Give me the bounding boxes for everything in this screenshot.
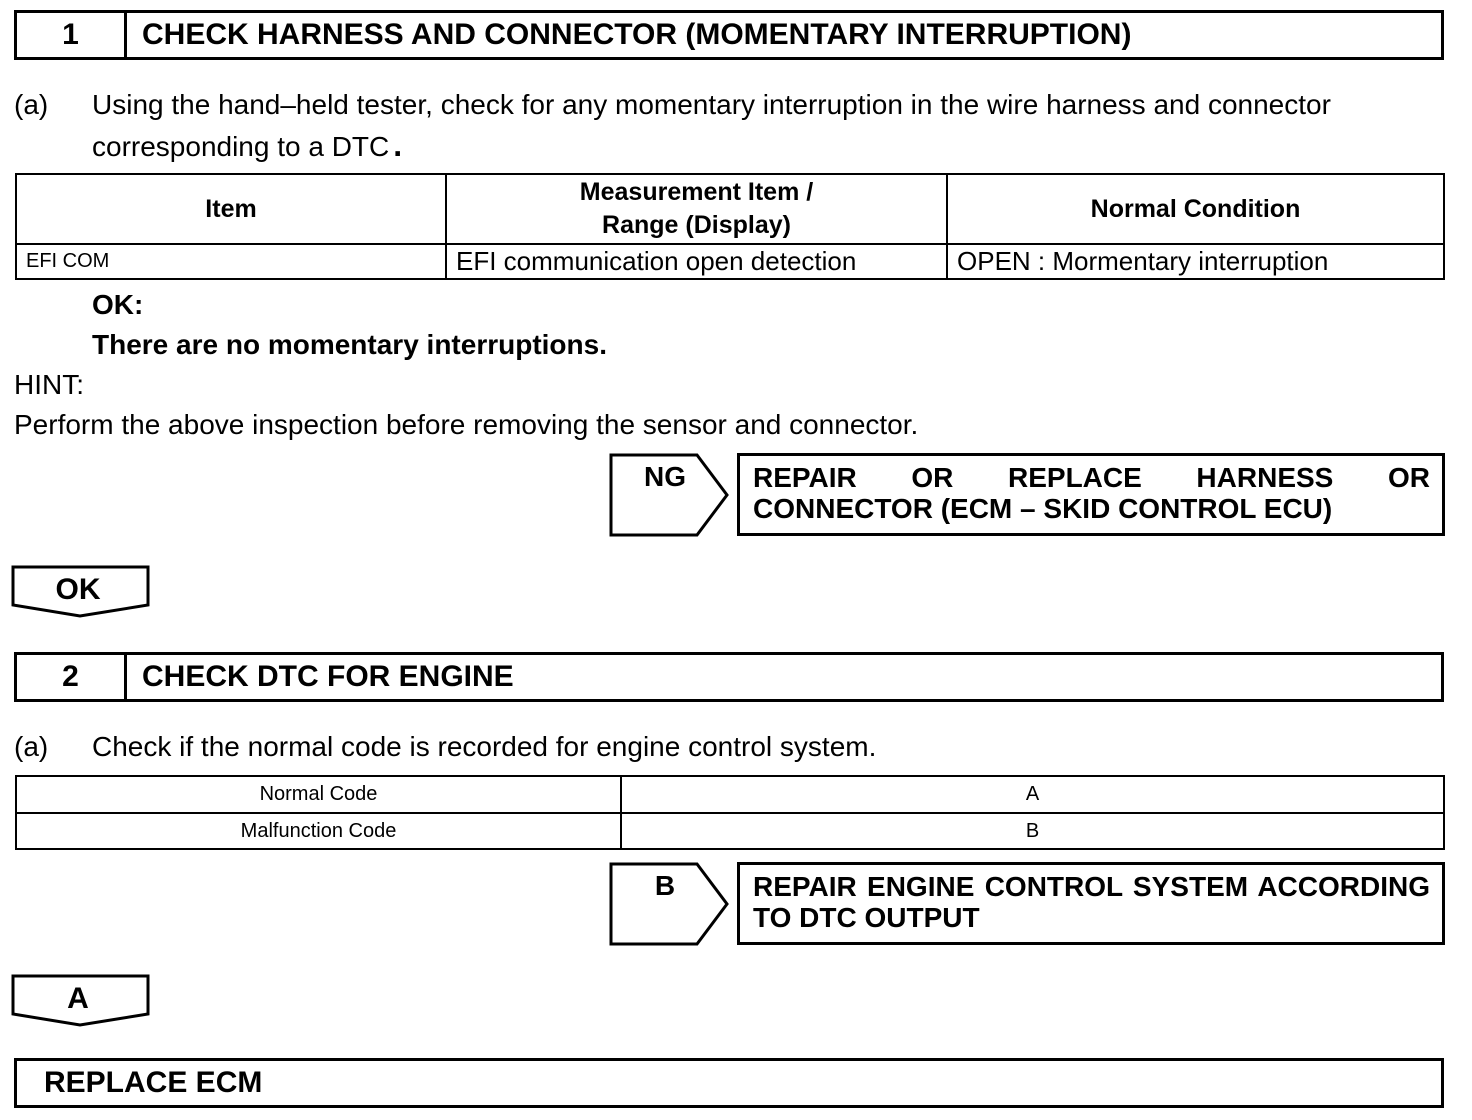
header-measurement-line2: Range (Display) [602,211,791,239]
header-measurement [446,174,947,244]
step-1-number: 1 [17,13,127,57]
step-2-header [14,652,1444,702]
header-measurement-line1: Measurement Item / [579,178,814,206]
step-2-table [15,775,1445,850]
code-row-normal-result-text: A [1025,783,1040,805]
hint-text: Perform the above inspection before removing the sensor and connector. [14,409,919,440]
step-1-table [15,173,1445,280]
cell-normal [947,244,1444,279]
code-row-normal-label-text: Normal Code [259,783,378,805]
step-1-sub-a-line2 [92,125,402,167]
step-1-sub-a-line1: Using the hand–held tester, check for any momentary interruption in the wire harness and connector [92,89,1331,120]
code-row-malfunction-label-text: Malfunction Code [240,819,397,842]
code-row-normal-label [16,776,621,813]
cell-item-text: EFI COM [26,250,110,272]
step-1-sub-a-period: . [393,127,403,163]
ok-label: OK: [92,289,144,320]
header-normal-condition [947,174,1444,244]
code-row-malfunction-result [621,813,1444,849]
code-row-malfunction-label [16,813,621,849]
step-1-title: CHECK HARNESS AND CONNECTOR (MOMENTARY INTERRUPTION) [142,18,1132,51]
cell-measurement [446,244,947,279]
code-row-malfunction-result-text: B [1025,819,1040,842]
code-row-normal-result [621,776,1444,813]
step-2-title: CHECK DTC FOR ENGINE [142,660,514,693]
hint-label: HINT: [14,369,84,400]
ok-criteria-text: There are no momentary interruptions. [92,329,607,360]
step-1-header [14,10,1444,60]
step-2-sub-a-marker: (a) [14,731,49,762]
step-1-sub-a-marker: (a) [14,89,49,120]
cell-item [16,244,446,279]
final-action-text: REPLACE ECM [44,1066,263,1099]
final-action-box [14,1058,1444,1108]
header-item [16,174,446,244]
header-item-text: Item [205,194,257,223]
b-flag-label: B [654,870,676,901]
cell-normal-text: OPEN : Mormentary interruption [957,246,1329,276]
header-normal-text: Normal Condition [1090,194,1301,223]
ng-flag-label: NG [644,461,686,492]
a-down-arrow-label: A [67,982,89,1015]
step-2-sub-a-text: Check if the normal code is recorded for engine control system. [92,731,877,762]
step-1-sub-a-line2-text: corresponding to a DTC [92,131,390,162]
cell-measurement-text: EFI communication open detection [456,246,857,276]
ng-action-box: REPAIR OR REPLACE HARNESS OR CONNECTOR (ECM – SKID CONTROL ECU) [737,453,1445,536]
b-action-box: REPAIR ENGINE CONTROL SYSTEM ACCORDING TO DTC OUTPUT [737,862,1445,945]
ok-down-arrow-label: OK [55,573,101,606]
step-2-number: 2 [17,655,127,699]
